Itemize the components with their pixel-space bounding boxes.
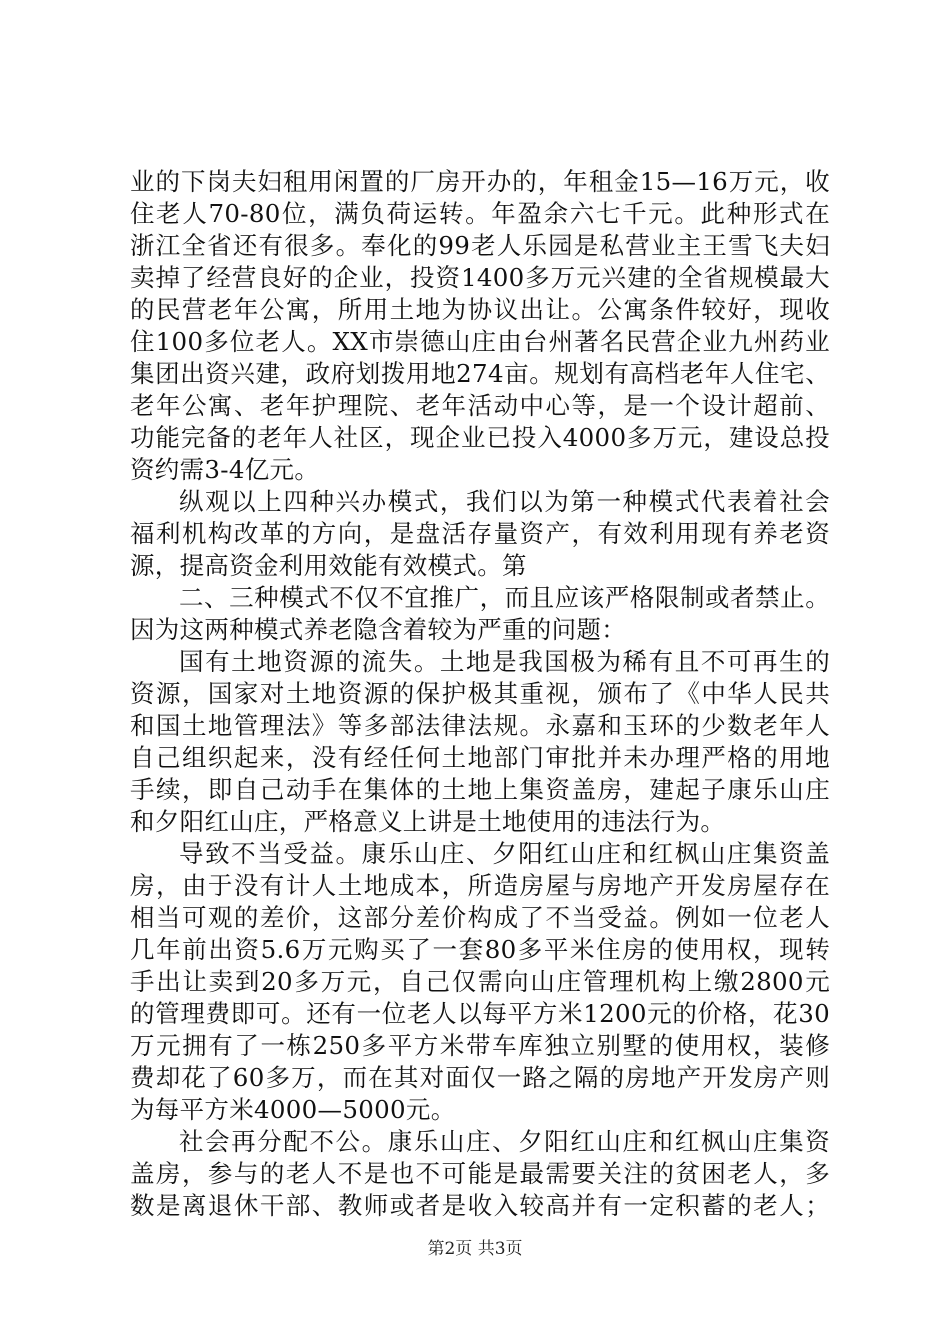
text-line: 国有土地资源的流失。土地是我国极为稀有且不可再生的 — [179, 647, 830, 676]
text-line: 资源，国家对土地资源的保护极其重视，颁布了《中华人民共 — [130, 679, 830, 708]
text-line: 和夕阳红山庄，严格意义上讲是土地使用的违法行为。 — [130, 807, 726, 836]
text-line: 福利机构改革的方向，是盘活存量资产，有效利用现有养老资 — [130, 519, 830, 548]
text-line: 手续，即自己动手在集体的土地上集资盖房，建起子康乐山庄 — [130, 775, 830, 804]
text-line: 纵观以上四种兴办模式，我们以为第一种模式代表着社会 — [179, 487, 830, 516]
text-line: 手出让卖到20多万元，自己仅需向山庄管理机构上缴2800元 — [130, 967, 830, 996]
text-line: 二、三种模式不仅不宜推广，而且应该严格限制或者禁止。 — [179, 583, 830, 612]
text-line: 功能完备的老年人社区，现企业已投入4000多万元，建设总投 — [130, 423, 830, 452]
text-line: 和国土地管理法》等多部法律法规。永嘉和玉环的少数老年人 — [130, 711, 830, 740]
text-line: 卖掉了经营良好的企业，投资1400多万元兴建的全省规模最大 — [130, 263, 830, 292]
text-line: 住100多位老人。XX市崇德山庄由台州著名民营企业九州药业 — [130, 327, 830, 356]
text-line: 数是离退休干部、教师或者是收入较高并有一定积蓄的老人； — [130, 1191, 830, 1220]
text-line: 集团出资兴建，政府划拨用地274亩。规划有高档老年人住宅、 — [130, 359, 830, 388]
text-line: 社会再分配不公。康乐山庄、夕阳红山庄和红枫山庄集资 — [179, 1127, 830, 1156]
text-line: 浙江全省还有很多。奉化的99老人乐园是私营业主王雪飞夫妇 — [130, 231, 830, 260]
document-body — [130, 166, 830, 1222]
text-line: 自己组织起来，没有经任何土地部门审批并未办理严格的用地 — [130, 743, 830, 772]
text-line: 几年前出资5.6万元购买了一套80多平米住房的使用权，现转 — [130, 935, 830, 964]
text-line: 为每平方米4000—5000元。 — [130, 1095, 456, 1124]
text-line: 源，提高资金利用效能有效模式。第 — [130, 551, 527, 580]
text-line: 老年公寓、老年护理院、老年活动中心等，是一个设计超前、 — [130, 391, 830, 420]
page-footer: 第2页 共3页 — [427, 1239, 523, 1259]
text-line: 业的下岗夫妇租用闲置的厂房开办的，年租金15—16万元，收 — [130, 167, 830, 196]
text-line: 资约需3-4亿元。 — [130, 455, 320, 484]
text-line: 相当可观的差价，这部分差价构成了不当受益。例如一位老人 — [130, 903, 830, 932]
text-line: 住老人70-80位，满负荷运转。年盈余六七千元。此种形式在 — [130, 199, 830, 228]
text-line: 费却花了60多万，而在其对面仅一路之隔的房地产开发房产则 — [130, 1063, 830, 1092]
text-line: 盖房，参与的老人不是也不可能是最需要关注的贫困老人，多 — [130, 1159, 830, 1188]
text-line: 导致不当受益。康乐山庄、夕阳红山庄和红枫山庄集资盖 — [179, 839, 830, 868]
text-line: 的管理费即可。还有一位老人以每平方米1200元的价格，花30 — [130, 999, 830, 1028]
text-line: 的民营老年公寓，所用土地为协议出让。公寓条件较好，现收 — [130, 295, 830, 324]
text-line: 万元拥有了一栋250多平方米带车库独立别墅的使用权，装修 — [130, 1031, 830, 1060]
text-line: 房，由于没有计人土地成本，所造房屋与房地产开发房屋存在 — [130, 871, 830, 900]
text-line: 因为这两种模式养老隐含着较为严重的问题： — [130, 615, 626, 644]
